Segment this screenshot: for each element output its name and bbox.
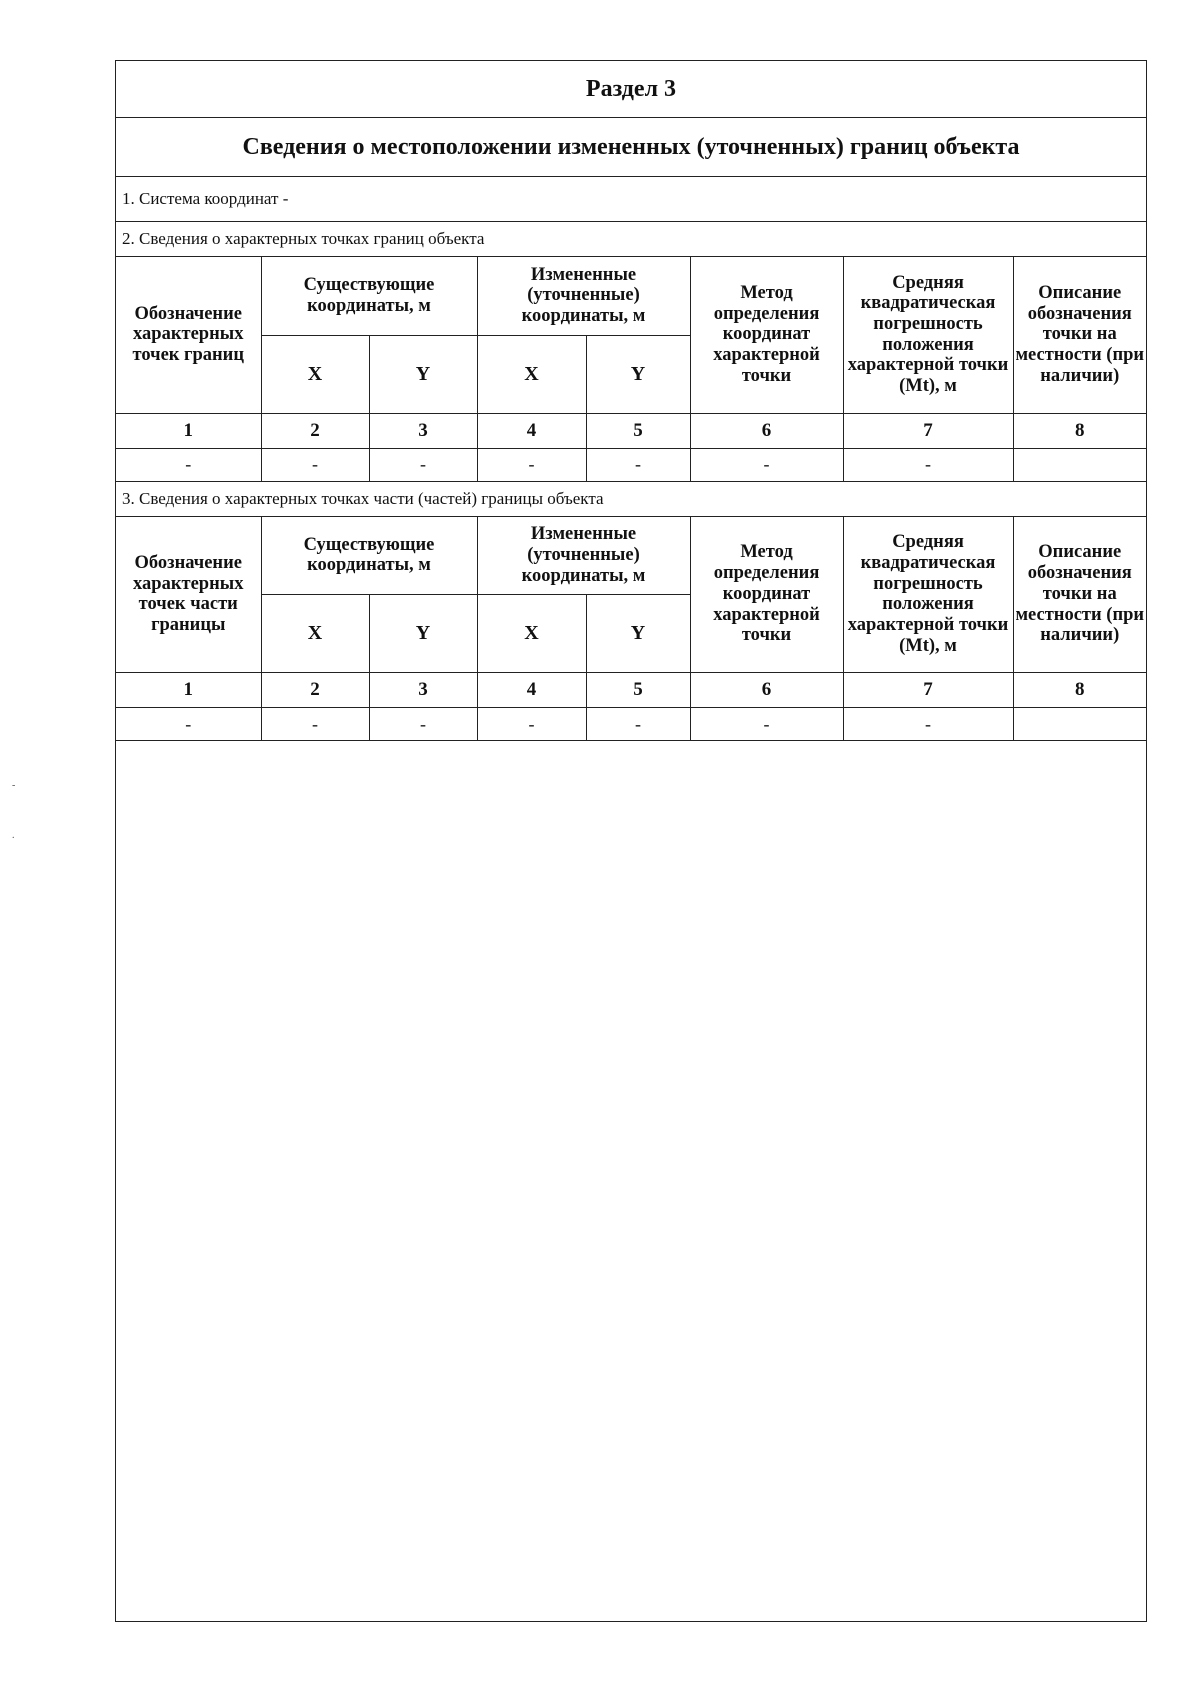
scan-artifact: - bbox=[12, 780, 16, 791]
table1-header-method: Метод определения координат характерной точки bbox=[690, 257, 843, 413]
table2-header-changed-x: X bbox=[477, 595, 586, 673]
table2-header-existing: Существующие координаты, м bbox=[261, 517, 477, 595]
table2-header-changed: Измененные (уточненные) координаты, м bbox=[477, 517, 690, 595]
table1-col-number: 4 bbox=[477, 413, 586, 448]
table1-cell: - bbox=[116, 448, 261, 481]
table2-col-number: 5 bbox=[586, 673, 690, 708]
table2-header-designation: Обозначение характерных точек части границы bbox=[116, 517, 261, 673]
table2-cell: - bbox=[843, 708, 1013, 741]
table1-header-changed-y: Y bbox=[586, 335, 690, 413]
table2-cell: - bbox=[690, 708, 843, 741]
table1-header-description: Описание обозначения точки на местности (при наличии) bbox=[1013, 257, 1146, 413]
table2-header-description: Описание обозначения точки на местности (при наличии) bbox=[1013, 517, 1146, 673]
table1-cell: - bbox=[586, 448, 690, 481]
document-heading: Сведения о местоположении измененных (уточненных) границ объекта bbox=[116, 118, 1146, 177]
table2-cell: - bbox=[369, 708, 477, 741]
table1-caption: 2. Сведения о характерных точках границ объекта bbox=[116, 222, 1146, 257]
table1-header-error: Средняя квадратическая погрешность положения характерной точки (Mt), м bbox=[843, 257, 1013, 413]
table2-header-method: Метод определения координат характерной точки bbox=[690, 517, 843, 673]
table2-cell: - bbox=[116, 708, 261, 741]
table-row bbox=[116, 448, 1146, 481]
table2-col-number: 8 bbox=[1013, 673, 1146, 708]
table1-header-changed-x: X bbox=[477, 335, 586, 413]
table2-col-number: 6 bbox=[690, 673, 843, 708]
table1-cell: - bbox=[843, 448, 1013, 481]
table2-col-number: 3 bbox=[369, 673, 477, 708]
table1-col-number: 5 bbox=[586, 413, 690, 448]
table2-header-changed-y: Y bbox=[586, 595, 690, 673]
table1-header-existing-y: Y bbox=[369, 335, 477, 413]
table1-cell: - bbox=[369, 448, 477, 481]
table1-number-row bbox=[116, 413, 1146, 448]
table2-caption: 3. Сведения о характерных точках части (частей) границы объекта bbox=[116, 482, 1146, 517]
scan-artifact: . bbox=[12, 830, 15, 841]
caption-table-2 bbox=[116, 482, 1146, 517]
header-table bbox=[116, 61, 1146, 257]
table2-cell: - bbox=[261, 708, 369, 741]
coordinate-system-line: 1. Система координат - bbox=[116, 177, 1146, 222]
table1-col-number: 3 bbox=[369, 413, 477, 448]
document-frame bbox=[115, 60, 1147, 1622]
table2-cell: - bbox=[477, 708, 586, 741]
table2-cell: - bbox=[586, 708, 690, 741]
table2-header-existing-x: X bbox=[261, 595, 369, 673]
table2-col-number: 1 bbox=[116, 673, 261, 708]
table1-cell: - bbox=[690, 448, 843, 481]
table2-col-number: 7 bbox=[843, 673, 1013, 708]
table2-cell bbox=[1013, 708, 1146, 741]
table2-col-number: 2 bbox=[261, 673, 369, 708]
table-row bbox=[116, 708, 1146, 741]
table1-cell bbox=[1013, 448, 1146, 481]
part-boundary-points-table bbox=[116, 517, 1146, 742]
table1-header-changed: Измененные (уточненные) координаты, м bbox=[477, 257, 690, 335]
table1-col-number: 1 bbox=[116, 413, 261, 448]
table2-col-number: 4 bbox=[477, 673, 586, 708]
table1-cell: - bbox=[261, 448, 369, 481]
table1-col-number: 6 bbox=[690, 413, 843, 448]
table1-header-existing-x: X bbox=[261, 335, 369, 413]
table2-header-existing-y: Y bbox=[369, 595, 477, 673]
table1-header-existing: Существующие координаты, м bbox=[261, 257, 477, 335]
table1-cell: - bbox=[477, 448, 586, 481]
table2-number-row bbox=[116, 673, 1146, 708]
table1-col-number: 2 bbox=[261, 413, 369, 448]
table1-col-number: 7 bbox=[843, 413, 1013, 448]
table1-header-designation: Обозначение характерных точек границ bbox=[116, 257, 261, 413]
table1-col-number: 8 bbox=[1013, 413, 1146, 448]
section-title: Раздел 3 bbox=[116, 61, 1146, 118]
boundary-points-table bbox=[116, 257, 1146, 482]
table2-header-error: Средняя квадратическая погрешность положения характерной точки (Mt), м bbox=[843, 517, 1013, 673]
